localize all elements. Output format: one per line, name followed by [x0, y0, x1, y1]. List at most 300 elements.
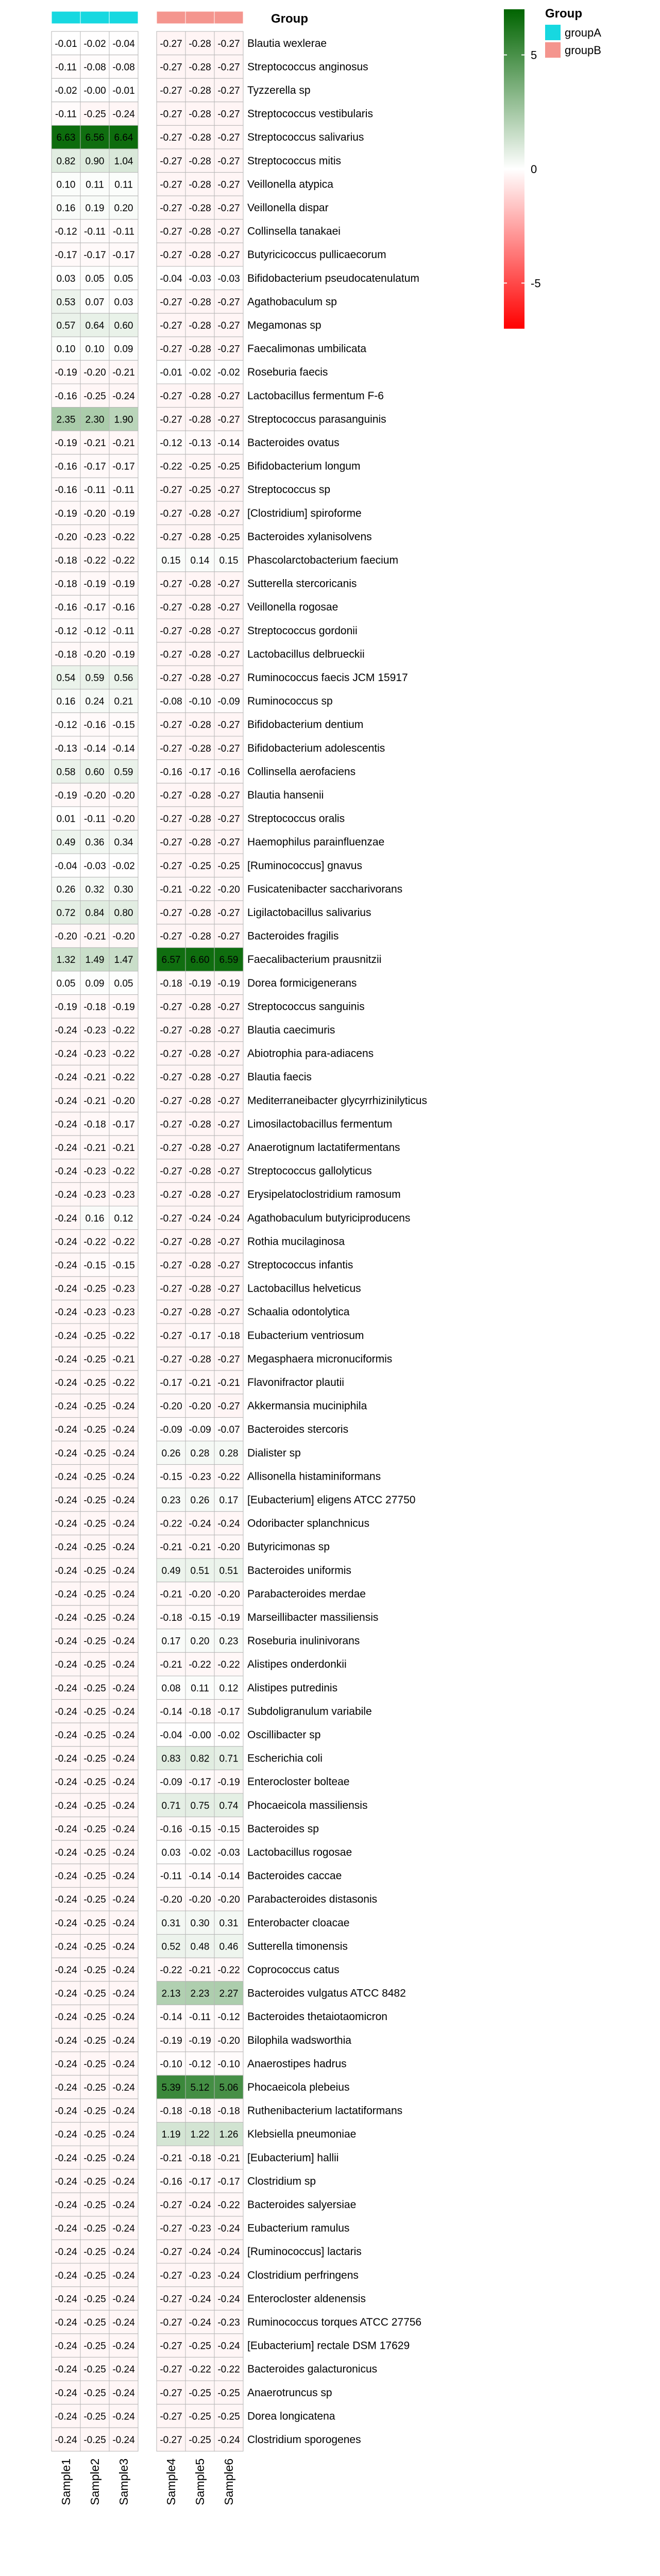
cell-value: 1.04 [114, 156, 133, 167]
cell-value: -0.11 [113, 625, 134, 637]
cell-value: 6.63 [56, 132, 76, 144]
row-label: Bifidobacterium adolescentis [247, 742, 385, 754]
cell-value: -0.27 [217, 414, 240, 426]
cell-value: -0.24 [55, 2082, 77, 2093]
cell-value: -0.27 [160, 649, 182, 660]
cell-value: 0.24 [85, 696, 105, 707]
cell-value: -0.16 [55, 602, 77, 614]
cell-value: -0.24 [112, 391, 135, 402]
cell-value: 5.12 [190, 2082, 210, 2093]
row-label: Haemophilus parainfluenzae [247, 836, 385, 849]
cell-value: 0.17 [219, 1495, 239, 1506]
annotation-cell [109, 11, 138, 24]
cell-value: -0.27 [217, 1072, 240, 1083]
cell-value: -0.23 [83, 1307, 106, 1318]
color-tick-label: 5 [531, 48, 537, 62]
row-label: Bifidobacterium dentium [247, 719, 364, 731]
cell-value: -0.21 [112, 367, 135, 379]
cell-value: -0.21 [160, 1589, 182, 1600]
cell-value: -0.20 [189, 1894, 211, 1906]
row-label: Phocaeicola plebeius [247, 2081, 350, 2093]
cell-value: -0.27 [160, 1260, 182, 1271]
cell-value: -0.21 [83, 1095, 106, 1107]
cell-value: -0.25 [217, 461, 240, 472]
color-tick-label: 0 [531, 163, 537, 176]
cell-value: 2.30 [85, 414, 105, 426]
cell-value: -0.25 [83, 2364, 106, 2376]
group-legend-label: groupA [565, 26, 601, 39]
group-legend [545, 7, 601, 58]
cell-value: -0.24 [55, 1307, 77, 1318]
cell-value: 0.17 [161, 1636, 181, 1647]
cell-value: -0.24 [112, 1988, 135, 1999]
cell-value: -0.24 [55, 2012, 77, 2023]
cell-value: -0.11 [189, 2012, 211, 2023]
cell-value: -0.24 [112, 1918, 135, 1929]
cell-value: -0.09 [217, 696, 240, 707]
row-label: Bifidobacterium pseudocatenulatum [247, 272, 419, 284]
row-label: Anaerotruncus sp [247, 2386, 332, 2399]
cell-value: -0.28 [189, 579, 211, 590]
cell-value: 0.82 [190, 1753, 210, 1765]
cell-value: 0.51 [190, 1565, 210, 1577]
cell-value: -0.25 [83, 2294, 106, 2305]
cell-value: -0.25 [83, 1800, 106, 1811]
row-label: Veillonella dispar [247, 202, 329, 214]
row-label: [Ruminococcus] gnavus [247, 859, 362, 872]
row-label: Tyzzerella sp [247, 84, 311, 96]
row-label: Phascolarctobacterium faecium [247, 554, 398, 566]
cell-value: -0.22 [189, 1659, 211, 1671]
cell-value: -0.24 [112, 109, 135, 120]
cell-value: -0.24 [55, 2200, 77, 2211]
cell-value: 0.10 [56, 344, 76, 355]
row-label: Bacteroides vulgatus ATCC 8482 [247, 1987, 406, 1999]
group-legend-swatch [545, 42, 561, 58]
column-label: Sample5 [193, 2458, 207, 2505]
row-label: Lactobacillus fermentum F-6 [247, 389, 384, 402]
row-label: Sutterella timonensis [247, 1940, 348, 1953]
cell-value: 0.82 [56, 156, 76, 167]
cell-value: -0.25 [83, 2341, 106, 2352]
cell-value: 0.03 [56, 273, 76, 284]
cell-value: -0.16 [55, 391, 77, 402]
cell-value: -0.24 [112, 2153, 135, 2164]
cell-value: -0.28 [189, 132, 211, 144]
cell-value: -0.28 [189, 790, 211, 801]
row-label: Alistipes onderdonkii [247, 1658, 347, 1671]
cell-value: -0.23 [83, 1166, 106, 1177]
cell-value: -0.24 [189, 1213, 211, 1224]
cell-value: -0.27 [160, 673, 182, 684]
cell-value: -0.20 [217, 1589, 240, 1600]
cell-value: -0.28 [189, 1166, 211, 1177]
cell-value: 0.60 [85, 767, 105, 778]
cell-value: -0.27 [160, 508, 182, 519]
cell-value: -0.27 [217, 226, 240, 238]
row-label: Bacteroides caccae [247, 1870, 342, 1882]
cell-value: -0.24 [55, 1048, 77, 1060]
cell-value: -0.28 [189, 1354, 211, 1365]
cell-value: -0.28 [189, 602, 211, 614]
cell-value: -0.11 [84, 485, 106, 496]
row-label: Lactobacillus rogosae [247, 1846, 352, 1858]
cell-value: -0.27 [217, 1401, 240, 1412]
cell-value: -0.25 [83, 1941, 106, 1953]
cell-value: -0.12 [217, 2012, 240, 2023]
row-label: Faecalibacterium prausnitzii [247, 954, 382, 966]
cell-value: 0.12 [219, 1683, 239, 1694]
cell-value: -0.24 [55, 2387, 77, 2399]
cell-value: 2.13 [161, 1988, 181, 1999]
cell-value: -0.28 [189, 625, 211, 637]
cell-value: -0.27 [160, 860, 182, 872]
cell-value: -0.25 [83, 2223, 106, 2234]
cell-value: -0.22 [112, 1378, 135, 1388]
cell-value: -0.25 [189, 2411, 211, 2422]
cell-value: -0.22 [112, 1166, 135, 1177]
cell-value: -0.25 [83, 109, 106, 120]
row-label: Odoribacter splanchnicus [247, 1517, 369, 1530]
cell-value: 1.47 [114, 955, 133, 966]
cell-value: -0.25 [83, 1471, 106, 1483]
cell-value: 0.53 [56, 297, 76, 308]
cell-value: -0.27 [217, 673, 240, 684]
row-label: Bacteroides fragilis [247, 930, 339, 942]
cell-value: -0.15 [160, 1471, 182, 1483]
cell-value: -0.10 [160, 2059, 182, 2070]
cell-value: -0.19 [112, 649, 135, 660]
cell-value: -0.20 [217, 2035, 240, 2046]
cell-value: 0.03 [161, 1848, 181, 1858]
cell-value: -0.27 [217, 297, 240, 308]
cell-value: -0.28 [189, 297, 211, 308]
cell-value: 0.11 [191, 1683, 209, 1694]
cell-value: 0.03 [114, 297, 133, 308]
row-label: Bacteroides thetaiotaomicron [247, 2011, 387, 2023]
row-label: Collinsella tanakaei [247, 225, 341, 238]
cell-value: -0.28 [189, 1307, 211, 1318]
cell-value: -0.27 [160, 1354, 182, 1365]
cell-value: -0.13 [55, 743, 77, 754]
cell-value: -0.24 [55, 1848, 77, 1858]
cell-value: -0.17 [83, 250, 106, 261]
row-label: Blautia hansenii [247, 789, 324, 801]
cell-value: -0.25 [83, 391, 106, 402]
cell-value: -0.24 [55, 1965, 77, 1976]
cell-value: -0.24 [55, 1236, 77, 1248]
cell-value: -0.20 [83, 508, 106, 519]
cell-value: -0.24 [55, 1777, 77, 1788]
row-label: Ruminococcus sp [247, 695, 333, 707]
cell-value: -0.27 [217, 931, 240, 942]
cell-value: -0.21 [112, 438, 135, 449]
cell-value: -0.27 [160, 156, 182, 167]
cell-value: -0.22 [112, 1072, 135, 1083]
cell-value: 0.01 [56, 814, 76, 825]
cell-value: 0.20 [114, 203, 133, 214]
cell-value: -0.25 [83, 2200, 106, 2211]
cell-value: -0.09 [160, 1425, 182, 1436]
cell-value: -0.24 [112, 2387, 135, 2399]
cell-value: -0.24 [112, 2411, 135, 2422]
cell-value: -0.24 [55, 1730, 77, 1741]
cell-value: -0.27 [217, 790, 240, 801]
cell-value: -0.20 [217, 884, 240, 895]
cell-value: -0.25 [83, 2012, 106, 2023]
cell-value: -0.21 [160, 1542, 182, 1553]
cell-value: -0.19 [112, 579, 135, 590]
cell-value: -0.02 [217, 367, 240, 379]
cell-value: -0.07 [217, 1425, 240, 1436]
cell-value: -0.24 [112, 1848, 135, 1858]
cell-value: -0.24 [55, 2035, 77, 2046]
cell-value: -0.27 [160, 1213, 182, 1224]
cell-value: -0.27 [217, 156, 240, 167]
cell-value: 0.05 [114, 273, 133, 284]
cell-value: -0.25 [189, 2387, 211, 2399]
column-labels [59, 2459, 235, 2505]
cell-value: -0.25 [83, 1613, 106, 1623]
row-label: Dialister sp [247, 1447, 301, 1459]
cell-value: -0.12 [160, 438, 182, 449]
cell-value: -0.27 [160, 344, 182, 355]
cell-value: -0.25 [217, 532, 240, 543]
cell-value: -0.24 [112, 1777, 135, 1788]
cell-value: 0.64 [85, 320, 105, 331]
cell-value: -0.27 [160, 1307, 182, 1318]
row-label: Subdoligranulum variabile [247, 1705, 372, 1718]
cell-value: -0.27 [160, 2200, 182, 2211]
cell-value: -0.27 [160, 931, 182, 942]
cell-value: -0.25 [83, 2247, 106, 2258]
cell-value: 0.80 [114, 908, 133, 919]
cell-value: -0.20 [112, 931, 135, 942]
cell-value: -0.24 [112, 2364, 135, 2376]
cell-value: -0.16 [160, 1824, 182, 1835]
cell-value: 0.71 [161, 1800, 181, 1811]
cell-value: -0.27 [160, 250, 182, 261]
cell-value: -0.03 [217, 1848, 240, 1858]
row-label: Ruthenibacterium lactatiformans [247, 2105, 403, 2117]
cell-value: -0.24 [55, 1025, 77, 1036]
row-label: Butyricimonas sp [247, 1541, 330, 1553]
row-label: Megamonas sp [247, 319, 321, 331]
cell-value: -0.27 [160, 2270, 182, 2281]
cell-value: -0.27 [217, 1307, 240, 1318]
cell-value: 0.12 [114, 1213, 133, 1224]
cell-value: 6.60 [190, 955, 210, 966]
cell-value: -0.27 [217, 602, 240, 614]
column-label: Sample3 [117, 2458, 130, 2505]
row-label: Limosilactobacillus fermentum [247, 1118, 393, 1130]
cell-value: -0.24 [112, 1965, 135, 1976]
cell-value: -0.23 [189, 2270, 211, 2281]
cell-value: 0.07 [85, 297, 105, 308]
cell-value: 0.90 [85, 156, 105, 167]
cell-value: 0.10 [85, 344, 105, 355]
cell-value: -0.24 [55, 1824, 77, 1835]
cell-value: -0.27 [160, 1330, 182, 1342]
cell-value: -0.27 [160, 1166, 182, 1177]
row-label: Erysipelatoclostridium ramosum [247, 1189, 401, 1201]
cell-value: -0.17 [189, 1777, 211, 1788]
cell-value: -0.22 [112, 532, 135, 543]
row-label: Veillonella atypica [247, 178, 333, 191]
cell-value: -0.25 [83, 1354, 106, 1365]
cell-value: -0.25 [217, 860, 240, 872]
cell-value: -0.19 [55, 438, 77, 449]
cell-value: -0.27 [217, 743, 240, 754]
row-label: Butyricicoccus pullicaecorum [247, 249, 386, 261]
cell-value: -0.24 [55, 1918, 77, 1929]
cell-value: 0.48 [190, 1941, 210, 1953]
cell-value: -0.04 [112, 38, 135, 49]
cell-value: -0.24 [112, 1730, 135, 1741]
cell-value: -0.14 [160, 1706, 182, 1718]
cell-value: -0.28 [189, 720, 211, 731]
row-label: Dorea longicatena [247, 2410, 335, 2422]
cell-value: -0.27 [217, 62, 240, 73]
cell-value: -0.15 [112, 720, 135, 731]
cell-value: -0.20 [83, 790, 106, 801]
cell-value: -0.24 [55, 2317, 77, 2328]
row-label: Ruminococcus torques ATCC 27756 [247, 2316, 422, 2328]
cell-value: -0.24 [189, 2200, 211, 2211]
cell-value: -0.27 [217, 649, 240, 660]
cell-value: -0.27 [160, 720, 182, 731]
cell-value: 0.49 [161, 1565, 181, 1577]
cell-value: -0.28 [189, 1119, 211, 1130]
cell-value: -0.24 [112, 2294, 135, 2305]
cell-value: -0.22 [112, 1048, 135, 1060]
cell-value: -0.25 [83, 2106, 106, 2117]
cell-value: -0.02 [189, 1848, 211, 1858]
cell-value: 1.32 [56, 955, 76, 966]
cell-value: -0.24 [217, 2341, 240, 2352]
row-label: Blautia faecis [247, 1071, 312, 1083]
row-label: Bacteroides xylanisolvens [247, 531, 372, 543]
cell-value: -0.24 [55, 1378, 77, 1388]
cell-value: -0.14 [189, 1871, 211, 1882]
cell-value: -0.25 [83, 1848, 106, 1858]
cell-value: 0.10 [56, 179, 76, 191]
cell-value: -0.24 [112, 1518, 135, 1530]
cell-value: -0.28 [189, 320, 211, 331]
cell-value: -0.24 [55, 1166, 77, 1177]
cell-value: -0.27 [217, 38, 240, 49]
row-label: Klebsiella pneumoniae [247, 2128, 357, 2141]
cell-value: -0.21 [83, 931, 106, 942]
cell-value: -0.20 [189, 1401, 211, 1412]
cell-value: -0.27 [217, 1095, 240, 1107]
annotation-cell [157, 11, 185, 24]
cell-value: -0.25 [83, 1753, 106, 1765]
cell-value: -0.28 [189, 1002, 211, 1013]
cell-value: -0.28 [189, 1025, 211, 1036]
cell-value: -0.17 [217, 2176, 240, 2188]
row-label: Streptococcus vestibularis [247, 108, 373, 120]
cell-value: -0.27 [217, 1190, 240, 1201]
cell-value: -0.02 [83, 38, 106, 49]
cell-value: -0.24 [112, 1894, 135, 1906]
row-label: Enterocloster bolteae [247, 1776, 350, 1788]
cell-value: -0.24 [112, 2012, 135, 2023]
cell-value: -0.12 [55, 625, 77, 637]
cell-value: -0.22 [217, 1659, 240, 1671]
row-label: Ruminococcus faecis JCM 15917 [247, 672, 408, 684]
cell-value: -0.19 [55, 367, 77, 379]
cell-value: -0.25 [83, 1871, 106, 1882]
cell-value: -0.19 [217, 1613, 240, 1623]
cell-value: -0.25 [83, 1330, 106, 1342]
cell-value: -0.24 [112, 2341, 135, 2352]
cell-value: -0.28 [189, 1095, 211, 1107]
cell-value: -0.27 [160, 2223, 182, 2234]
cell-value: 0.46 [219, 1941, 239, 1953]
cell-value: -0.27 [160, 2247, 182, 2258]
cell-value: -0.25 [83, 2387, 106, 2399]
row-label: Bacteroides sp [247, 1823, 319, 1835]
cell-value: -0.28 [189, 1048, 211, 1060]
cell-value: 0.54 [56, 673, 76, 684]
cell-value: -0.14 [217, 438, 240, 449]
cell-value: -0.24 [189, 2294, 211, 2305]
row-label: Roseburia inulinivorans [247, 1635, 360, 1647]
cell-value: -0.24 [55, 1636, 77, 1647]
cell-value: 0.23 [219, 1636, 239, 1647]
cell-value: -0.28 [189, 391, 211, 402]
cell-value: -0.25 [83, 2270, 106, 2281]
cell-value: -0.24 [112, 1659, 135, 1671]
cell-value: -0.25 [83, 2082, 106, 2093]
row-label: Dorea formicigenerans [247, 977, 357, 989]
cell-value: 0.05 [114, 978, 133, 989]
row-label: Streptococcus oralis [247, 812, 345, 825]
cell-value: -0.24 [55, 1401, 77, 1412]
cell-value: 0.15 [219, 555, 239, 566]
cell-value: -0.24 [55, 1072, 77, 1083]
cell-value: -0.24 [112, 1800, 135, 1811]
cell-value: -0.24 [55, 1495, 77, 1506]
cell-value: -0.24 [112, 2270, 135, 2281]
cell-value: -0.27 [217, 508, 240, 519]
cell-value: -0.24 [189, 2247, 211, 2258]
cell-value: -0.17 [189, 2176, 211, 2188]
cell-value: -0.22 [160, 461, 182, 472]
color-legend [504, 9, 541, 329]
row-label: Schaalia odontolytica [247, 1306, 350, 1318]
cell-value: 0.09 [85, 978, 105, 989]
column-label: Sample1 [59, 2458, 73, 2505]
cell-value: -0.27 [217, 1025, 240, 1036]
cell-value: 0.58 [56, 767, 76, 778]
cell-value: -0.27 [160, 2341, 182, 2352]
cell-value: -0.19 [55, 790, 77, 801]
cell-value: 0.20 [190, 1636, 210, 1647]
cell-value: -0.25 [189, 860, 211, 872]
cell-value: -0.28 [189, 1260, 211, 1271]
cell-value: -0.19 [83, 579, 106, 590]
row-label: Lactobacillus delbrueckii [247, 648, 365, 660]
cell-value: -0.25 [83, 1636, 106, 1647]
cell-value: -0.25 [83, 1918, 106, 1929]
cell-value: -0.27 [160, 2294, 182, 2305]
cell-value: -0.15 [189, 1824, 211, 1835]
cell-value: -0.11 [113, 485, 134, 496]
cell-value: 0.21 [114, 696, 133, 707]
cell-value: -0.22 [160, 1965, 182, 1976]
